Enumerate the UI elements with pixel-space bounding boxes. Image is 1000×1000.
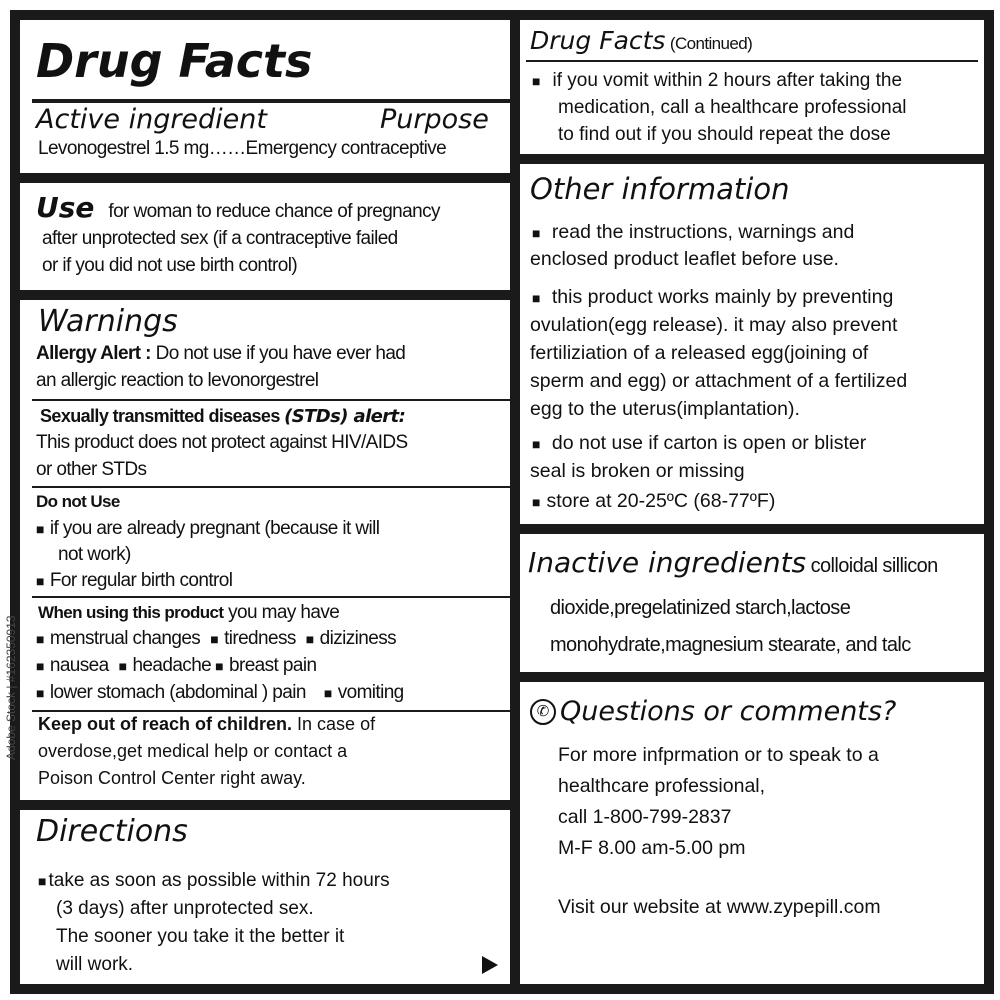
side-effect: diziziness — [319, 628, 396, 649]
square-bullet-icon — [532, 290, 540, 306]
directions-panel — [20, 810, 510, 984]
std-alert-label-italic: (STDs) alert: — [284, 406, 406, 427]
square-bullet-icon — [36, 573, 44, 589]
active-ingredient-line: Levonogestrel 1.5 mg……Emergency contraceptive — [38, 138, 447, 159]
divider — [32, 99, 510, 103]
warnings-panel — [20, 300, 510, 800]
continued-suffix: (Continued) — [669, 34, 753, 53]
std-alert-text-1: This product does not protect against HIV/AIDS — [36, 432, 408, 453]
vomit-line-3: to find out if you should repeat the dose — [558, 124, 891, 145]
use-line-2: after unprotected sex (if a contraceptive failed — [42, 228, 398, 249]
square-bullet-icon — [36, 521, 44, 537]
questions-panel — [520, 682, 984, 984]
questions-line-2: healthcare professional, — [558, 775, 766, 797]
std-alert-label: Sexually transmitted diseases — [40, 406, 285, 426]
active-ingredient-heading: Active ingredient — [36, 104, 267, 135]
do-not-use-item-2: For regular birth control — [49, 570, 233, 591]
square-bullet-icon — [306, 631, 314, 647]
drug-facts-label — [10, 10, 994, 994]
keep-out-text-3: Poison Control Center right away. — [38, 768, 306, 788]
when-using-text: you may have — [223, 602, 340, 623]
inactive-line-1: colloidal sillicon — [810, 555, 938, 577]
side-effect: tiredness — [224, 628, 296, 649]
divider — [32, 486, 510, 488]
square-bullet-icon — [36, 658, 44, 674]
directions-line-3: The sooner you take it the better it — [56, 926, 345, 947]
directions-heading: Directions — [36, 814, 188, 849]
side-effect: breast pain — [229, 655, 317, 676]
divider — [32, 710, 510, 712]
allergy-alert-text: Do not use if you have ever had — [155, 343, 406, 364]
square-bullet-icon — [119, 658, 127, 674]
other-information-heading: Other information — [530, 172, 790, 206]
side-effect: nausea — [49, 655, 109, 676]
directions-line-2: (3 days) after unprotected sex. — [56, 898, 314, 919]
purpose-heading: Purpose — [380, 104, 489, 135]
square-bullet-icon — [36, 631, 44, 647]
do-not-use-heading: Do not Use — [36, 492, 120, 511]
inactive-line-2: dioxide,pregelatinized starch,lactose — [550, 597, 851, 619]
other-info-item-2-cont: ovulation(egg release). it may also prevent — [530, 314, 898, 336]
questions-line-1: For more infprmation or to speak to a — [558, 744, 879, 766]
continued-title: Drug Facts — [530, 26, 666, 55]
allergy-alert-text-2: an allergic reaction to levonorgestrel — [36, 370, 319, 391]
square-bullet-icon — [532, 73, 540, 89]
square-bullet-icon — [532, 436, 540, 452]
next-arrow-icon — [482, 956, 498, 974]
questions-heading: Questions or comments? — [560, 696, 897, 727]
divider — [32, 596, 510, 598]
other-info-item-4: store at 20-25ºC (68-77ºF) — [546, 490, 776, 512]
phone-icon: ✆ — [530, 699, 556, 725]
questions-website: Visit our website at www.zypepill.com — [558, 896, 881, 918]
square-bullet-icon — [215, 658, 223, 674]
do-not-use-item-1: if you are already pregnant (because it will — [49, 518, 380, 539]
square-bullet-icon — [38, 873, 46, 889]
side-effect: headache — [132, 655, 212, 676]
other-info-item-1-cont: enclosed product leaflet before use. — [530, 248, 839, 270]
use-line-1: for woman to reduce chance of pregnancy — [108, 201, 440, 222]
square-bullet-icon — [532, 494, 540, 510]
inactive-ingredients-heading: Inactive ingredients — [528, 546, 807, 579]
other-info-item-1: read the instructions, warnings and — [546, 221, 855, 243]
square-bullet-icon — [36, 685, 44, 701]
use-panel — [20, 183, 510, 290]
keep-out-text-1: In case of — [292, 714, 376, 734]
use-heading: Use — [36, 191, 95, 224]
drug-facts-title: Drug Facts — [36, 34, 313, 88]
divider — [32, 399, 510, 401]
directions-line-4: will work. — [56, 954, 134, 975]
square-bullet-icon — [210, 631, 218, 647]
other-info-item-2-cont: egg to the uterus(implantation). — [530, 398, 800, 420]
side-effect: vomiting — [337, 682, 404, 703]
other-info-item-2-cont: sperm and egg) or attachment of a fertilized — [530, 370, 908, 392]
std-alert-text-2: or other STDs — [36, 459, 147, 480]
inactive-line-3: monohydrate,magnesium stearate, and talc — [550, 634, 911, 656]
vomit-line-1: if you vomit within 2 hours after taking the — [552, 70, 903, 91]
divider — [526, 60, 978, 62]
other-info-item-2-cont: fertiliziation of a released egg(joining of — [530, 342, 869, 364]
square-bullet-icon — [324, 685, 332, 701]
continued-panel — [520, 20, 984, 154]
questions-phone-number: call 1-800-799-2837 — [558, 806, 732, 828]
questions-hours: M-F 8.00 am-5.00 pm — [558, 837, 746, 859]
other-information-panel — [520, 164, 984, 524]
watermark: Adobe Stock | #162350913 — [4, 615, 18, 760]
keep-out-label: Keep out of reach of children. — [38, 714, 293, 734]
other-info-item-3-cont: seal is broken or missing — [530, 460, 745, 482]
warnings-heading: Warnings — [38, 304, 178, 339]
do-not-use-item-1-cont: not work) — [58, 544, 131, 565]
side-effect: menstrual changes — [49, 628, 201, 649]
other-info-item-2: this product works mainly by preventing — [546, 286, 894, 308]
vomit-line-2: medication, call a healthcare professional — [558, 97, 907, 118]
keep-out-text-2: overdose,get medical help or contact a — [38, 741, 348, 761]
square-bullet-icon — [532, 225, 540, 241]
directions-line-1: take as soon as possible within 72 hours — [48, 870, 390, 891]
other-info-item-3: do not use if carton is open or blister — [546, 432, 867, 454]
use-line-3: or if you did not use birth control) — [42, 255, 298, 276]
inactive-ingredients-panel — [520, 534, 984, 672]
side-effect: lower stomach (abdominal ) pain — [49, 682, 306, 703]
active-ingredient-panel — [20, 20, 510, 173]
allergy-alert-label: Allergy Alert : — [36, 343, 151, 364]
when-using-label: When using this product — [38, 603, 224, 622]
